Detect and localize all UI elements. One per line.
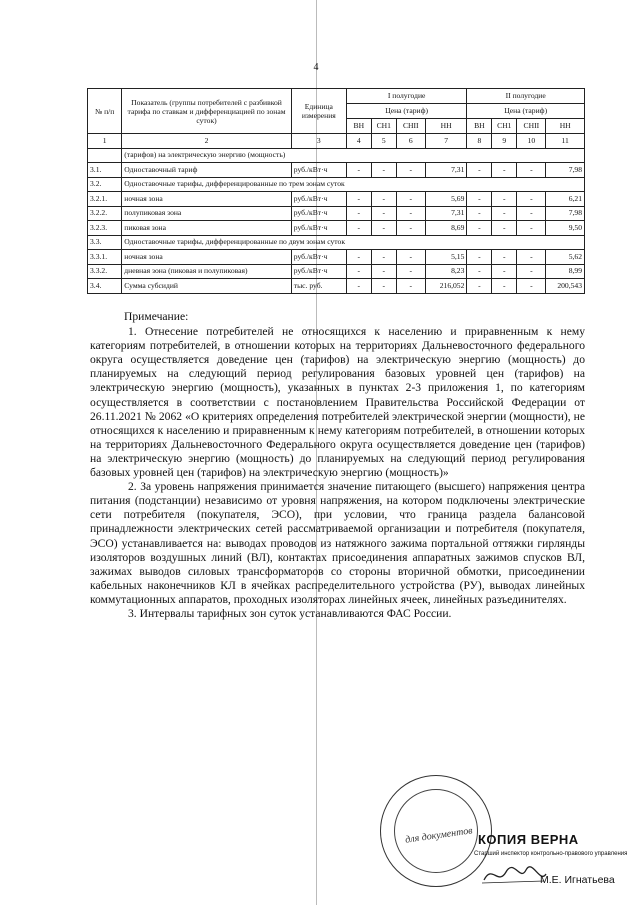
row-value: - (371, 221, 396, 236)
table-row (88, 250, 585, 265)
row-number: 3.2.3. (88, 221, 122, 236)
row-value: - (517, 221, 546, 236)
row-unit: руб./кВт·ч (291, 221, 346, 236)
row-value: - (371, 206, 396, 221)
row-number: 3.3.2. (88, 264, 122, 279)
header-unit: Единица измерения (291, 89, 346, 134)
row-value: - (346, 163, 371, 178)
row-value: - (492, 264, 517, 279)
row-value: - (467, 192, 492, 207)
row-value: - (346, 192, 371, 207)
column-number: 9 (492, 134, 517, 149)
header-price1: Цена (тариф) (346, 104, 467, 119)
seal-text: для документов (404, 825, 474, 846)
row-value: - (517, 250, 546, 265)
row-value: - (396, 279, 425, 294)
row-value: 9,50 (546, 221, 585, 236)
column-number: 7 (425, 134, 467, 149)
row-value: - (517, 163, 546, 178)
row-label: Сумма субсидий (122, 279, 291, 294)
row-value: 8,69 (425, 221, 467, 236)
row-label: дневная зона (пиковая и полупиковая) (122, 264, 291, 279)
tariff-table (87, 88, 585, 294)
column-number: 2 (122, 134, 291, 149)
row-value: 5,62 (546, 250, 585, 265)
column-numbers-row (88, 134, 585, 149)
column-number: 1 (88, 134, 122, 149)
header-level: СНII (517, 119, 546, 134)
row-number: 3.3.1. (88, 250, 122, 265)
row-value: - (371, 279, 396, 294)
signer-name: М.Е. Игнатьева (540, 874, 615, 886)
row-unit: руб./кВт·ч (291, 163, 346, 178)
row-label: Одноставочные тарифы, дифференцированные по трем зонам суток (122, 177, 585, 192)
row-unit: тыс. руб. (291, 279, 346, 294)
row-value: - (346, 221, 371, 236)
column-number: 8 (467, 134, 492, 149)
column-number: 10 (517, 134, 546, 149)
row-value: - (492, 206, 517, 221)
row-value: - (371, 192, 396, 207)
table-row (88, 279, 585, 294)
header-num: № п/п (88, 89, 122, 134)
row-value: - (467, 279, 492, 294)
header-indicator: Показатель (группы потребителей с разбивкой тарифа по ставкам и дифференциацией по зонам суток) (122, 89, 291, 134)
column-number: 5 (371, 134, 396, 149)
row-value: 5,15 (425, 250, 467, 265)
row-value: - (492, 250, 517, 265)
row-number: 3.3. (88, 235, 122, 250)
row-number: 3.4. (88, 279, 122, 294)
row-unit: руб./кВт·ч (291, 250, 346, 265)
row-value: 216,052 (425, 279, 467, 294)
notes (90, 310, 585, 621)
table-row (88, 264, 585, 279)
header-level: НН (425, 119, 467, 134)
row-value: - (517, 264, 546, 279)
header-level: СН1 (492, 119, 517, 134)
row-value: - (346, 206, 371, 221)
row-value: - (396, 206, 425, 221)
column-number: 6 (396, 134, 425, 149)
page-number: 4 (313, 62, 319, 73)
row-value: 7,98 (546, 163, 585, 178)
table-row (88, 177, 585, 192)
header-half1: I полугодие (346, 89, 467, 104)
row-label: полупиковая зона (122, 206, 291, 221)
row-value: - (492, 192, 517, 207)
table-row (88, 163, 585, 178)
row-value: 6,21 (546, 192, 585, 207)
header-level: СНII (396, 119, 425, 134)
row-value: - (467, 264, 492, 279)
row-value: - (492, 163, 517, 178)
row-value: - (371, 264, 396, 279)
row-label: Одноставочные тарифы, дифференцированные по двум зонам суток (122, 235, 585, 250)
row-value: - (467, 163, 492, 178)
row-label: пиковая зона (122, 221, 291, 236)
table-row (88, 206, 585, 221)
table-row (88, 192, 585, 207)
row-value: - (517, 206, 546, 221)
section-title: (тарифов) на электрическую энергию (мощность) (122, 148, 585, 163)
row-label: Одноставочный тариф (122, 163, 291, 178)
notes-heading: Примечание: (124, 310, 189, 323)
row-value: 200,543 (546, 279, 585, 294)
row-unit: руб./кВт·ч (291, 206, 346, 221)
header-price2: Цена (тариф) (467, 104, 585, 119)
column-number: 4 (346, 134, 371, 149)
row-value: - (517, 279, 546, 294)
row-unit: руб./кВт·ч (291, 192, 346, 207)
column-number: 3 (291, 134, 346, 149)
row-value: - (396, 192, 425, 207)
row-value: - (346, 250, 371, 265)
row-value: 7,31 (425, 206, 467, 221)
row-value: - (346, 279, 371, 294)
table-row (88, 235, 585, 250)
header-level: ВН (346, 119, 371, 134)
note-1: 1. Отнесение потребителей не относящихся к населению и приравненным к нему категориям потребителей, в отношении которых на территориях Дальневосточного федерального округа осуществляется доведение цен (тарифов) на электрическую энергию (мощность) до планируемых на следующий период регулирования базовых уровней цен (тарифов) на электрическую энергию (мощность), указанных в пунктах 2-3 приложения 1, по категориям осуществляется в соответствии с постановлением Правительства Российской Федерации от 26.11.2021 № 2062 «О критериях определения потребителей электрической энергии (мощности), не относящихся к населению и приравненным к нему категориям потребителей, в отношении которых на территориях Дальневосточного Федерального округа осуществляется доведение цен (тарифов) на электрическую энергию (мощность) до планируемых на следующий период регулирования базовых уровней цен (тарифов) на электрическую энергию (мощность)» (90, 325, 585, 480)
row-value: - (396, 221, 425, 236)
row-value: - (371, 250, 396, 265)
row-value: - (346, 264, 371, 279)
row-value: - (492, 279, 517, 294)
row-value: 7,98 (546, 206, 585, 221)
row-value: - (396, 264, 425, 279)
header-level: НН (546, 119, 585, 134)
row-value: 8,23 (425, 264, 467, 279)
row-value: - (396, 163, 425, 178)
row-label: ночная зона (122, 250, 291, 265)
row-value: - (492, 221, 517, 236)
row-value: - (467, 221, 492, 236)
column-number: 11 (546, 134, 585, 149)
copy-subtitle: Старший инспектор контрольно-правового управления (474, 851, 628, 857)
row-label: ночная зона (122, 192, 291, 207)
row-value: 8,99 (546, 264, 585, 279)
row-number: 3.2. (88, 177, 122, 192)
table-row (88, 221, 585, 236)
row-number: 3.2.2. (88, 206, 122, 221)
row-value: - (467, 250, 492, 265)
copy-verified-label: КОПИЯ ВЕРНА (478, 832, 579, 847)
row-value: - (371, 163, 396, 178)
header-level: ВН (467, 119, 492, 134)
note-2: 2. За уровень напряжения принимается значение питающего (высшего) напряжения центра питания (подстанции) независимо от уровня напряжения, на котором подключены электрические сети потребителя (покупателя, ЭСО), при условии, что граница раздела балансовой принадлежности электрических сетей рассматриваемой организации и потребителя (покупателя, ЭСО) устанавливается на: выводах проводов из натяжного зажима портальной оттяжки гирлянды изоляторов воздушных линий (ВЛ), контактах присоединения аппаратных зажимов спусков ВЛ, зажимах выводов силовых трансформаторов со стороны вторичной обмотки, присоединении кабельных наконечников КЛ в ячейках распределительного устройства (РУ), выводах линейных коммутационных аппаратов, проходных изоляторах линейных ячеек, линейных разъединителях. (90, 480, 585, 606)
row-value: 7,31 (425, 163, 467, 178)
header-half2: II полугодие (467, 89, 585, 104)
row-value: - (467, 206, 492, 221)
row-number: 3.1. (88, 163, 122, 178)
row-value: 5,69 (425, 192, 467, 207)
row-value: - (396, 250, 425, 265)
note-3: 3. Интервалы тарифных зон суток устанавливаются ФАС России. (128, 606, 452, 620)
row-number: 3.2.1. (88, 192, 122, 207)
header-level: СН1 (371, 119, 396, 134)
row-value: - (517, 192, 546, 207)
row-unit: руб./кВт·ч (291, 264, 346, 279)
